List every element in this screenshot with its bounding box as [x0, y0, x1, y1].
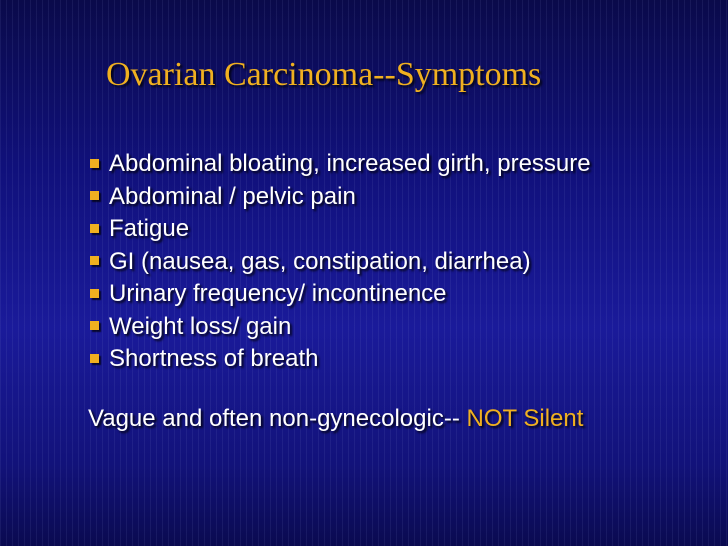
summary-line	[88, 405, 583, 433]
bullet-text: Abdominal bloating, increased girth, pressure	[109, 150, 591, 178]
bullet-text: Fatigue	[109, 215, 190, 243]
bullet-text: Urinary frequency/ incontinence	[109, 280, 447, 308]
bullet-list	[90, 148, 591, 376]
bullet-text: GI (nausea, gas, constipation, diarrhea)	[109, 247, 531, 275]
square-bullet-icon	[90, 289, 99, 298]
bullet-text: Weight loss/ gain	[109, 312, 292, 340]
summary-text: Vague and often non-gynecologic--	[88, 405, 467, 432]
square-bullet-icon	[90, 354, 99, 363]
square-bullet-icon	[90, 224, 99, 233]
list-item	[90, 311, 591, 344]
square-bullet-icon	[90, 321, 99, 330]
square-bullet-icon	[90, 256, 99, 265]
list-item	[90, 246, 591, 279]
slide-title: Ovarian Carcinoma--Symptoms	[106, 56, 542, 93]
bullet-text: Abdominal / pelvic pain	[109, 182, 356, 210]
list-item	[90, 148, 591, 181]
list-item	[90, 181, 591, 214]
square-bullet-icon	[90, 159, 99, 168]
bullet-text: Shortness of breath	[109, 345, 319, 373]
list-item	[90, 278, 591, 311]
square-bullet-icon	[90, 191, 99, 200]
list-item	[90, 343, 591, 376]
list-item	[90, 213, 591, 246]
summary-highlight: NOT Silent	[466, 405, 584, 432]
